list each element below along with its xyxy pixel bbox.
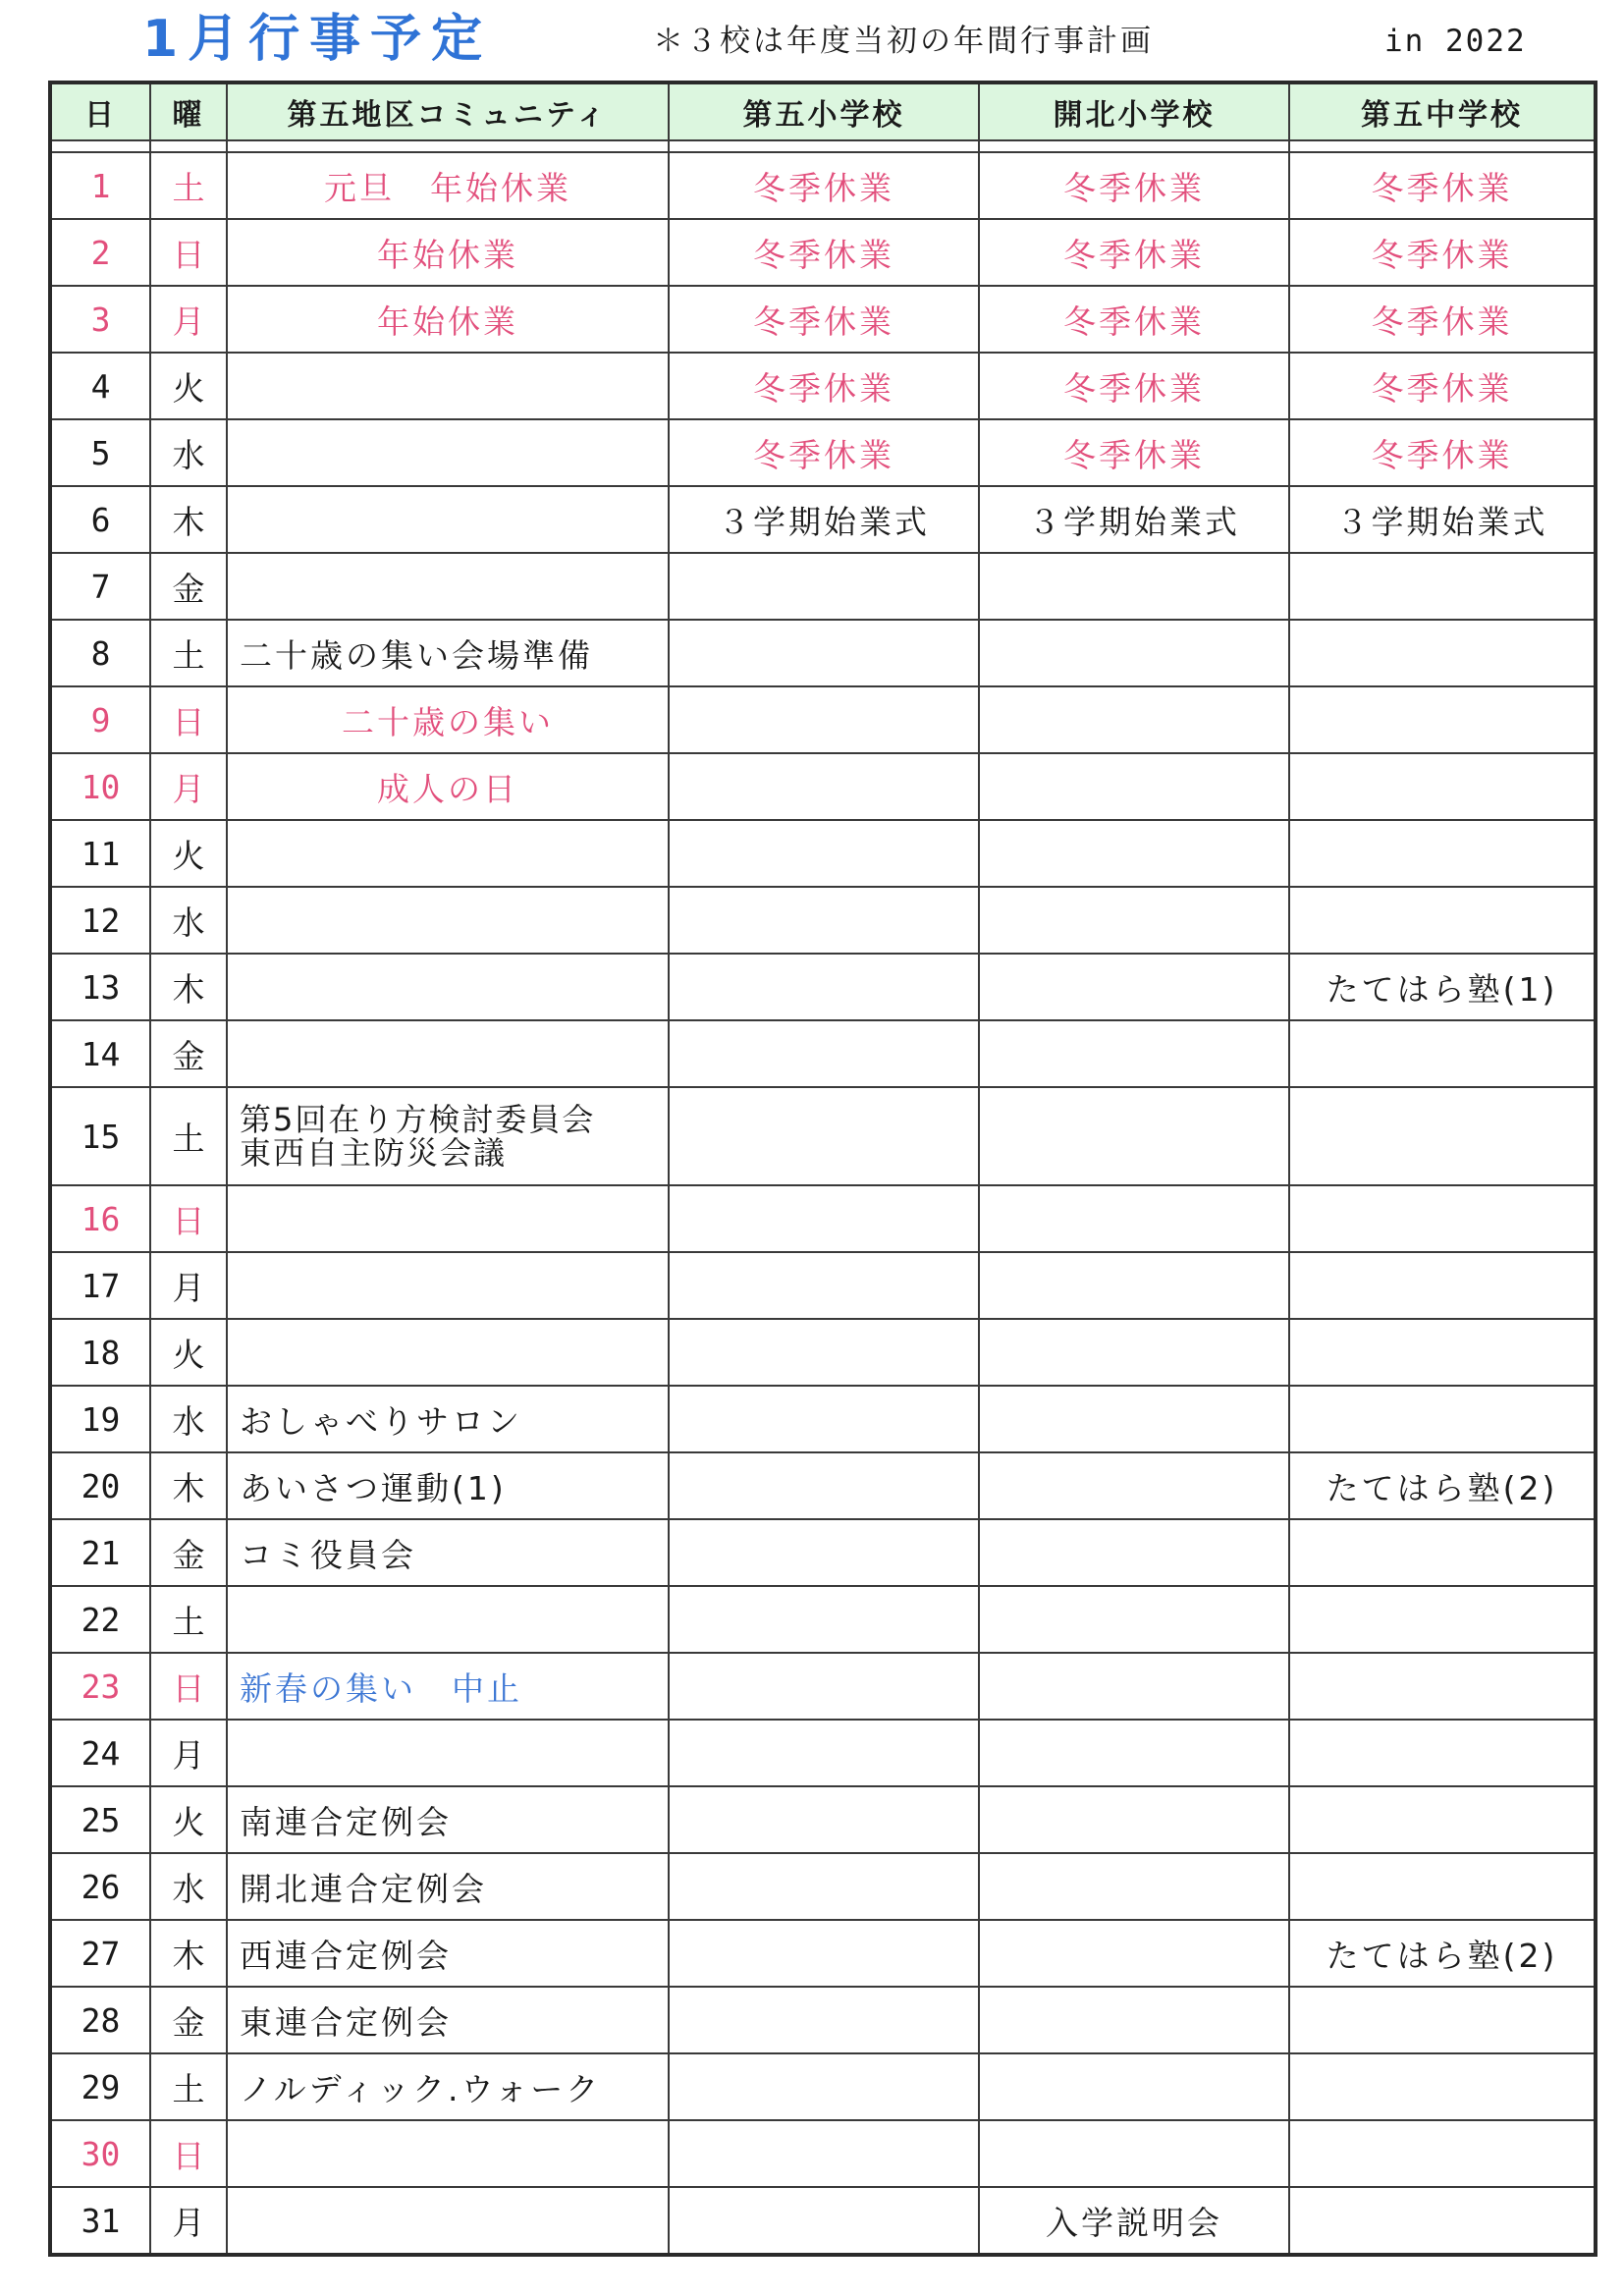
daigo-junior-high-event-cell [1289, 1786, 1594, 1853]
community-event-cell [227, 1586, 669, 1653]
daigo-elementary-event-cell [669, 1386, 979, 1452]
daigo-junior-high-event-cell [1289, 820, 1594, 887]
weekday-cell: 日 [150, 219, 227, 286]
community-event-cell [227, 1853, 669, 1920]
weekday-cell: 木 [150, 486, 227, 553]
schedule-body [52, 152, 1594, 2253]
daigo-junior-high-event-cell [1289, 1519, 1594, 1586]
table-row [52, 620, 1594, 686]
day-cell: 21 [52, 1519, 150, 1586]
table-row [52, 1720, 1594, 1786]
community-event-cell [227, 1786, 669, 1853]
daigo-elementary-event-cell [669, 1987, 979, 2053]
kaihoku-elementary-event-cell [979, 1020, 1289, 1087]
daigo-elementary-event-cell [669, 1586, 979, 1653]
kaihoku-elementary-event-cell [979, 1252, 1289, 1319]
community-event-cell [227, 620, 669, 686]
daigo-junior-high-event-cell: 冬季休業 [1289, 353, 1594, 419]
weekday-cell: 土 [150, 1087, 227, 1185]
year-label: in 2022 [1384, 24, 1527, 59]
spacer-cell [150, 140, 227, 152]
table-row [52, 753, 1594, 820]
community-event-cell [227, 1319, 669, 1386]
day-cell: 4 [52, 353, 150, 419]
column-header-weekday: 曜 [150, 84, 227, 140]
daigo-elementary-event-cell [669, 1087, 979, 1185]
daigo-elementary-event-cell [669, 686, 979, 753]
table-row [52, 419, 1594, 486]
table-row [52, 820, 1594, 887]
weekday-cell: 木 [150, 954, 227, 1020]
daigo-elementary-event-cell [669, 954, 979, 1020]
kaihoku-elementary-event-cell [979, 553, 1289, 620]
weekday-cell: 日 [150, 2120, 227, 2187]
weekday-cell: 水 [150, 887, 227, 954]
daigo-elementary-event-cell [669, 1252, 979, 1319]
weekday-cell: 日 [150, 686, 227, 753]
daigo-junior-high-event-cell [1289, 887, 1594, 954]
kaihoku-elementary-event-cell [979, 1987, 1289, 2053]
community-event-text: あいさつ運動(1) [240, 1468, 507, 1507]
day-cell: 5 [52, 419, 150, 486]
community-event-cell [227, 152, 669, 219]
page-title: 1月行事予定 [142, 10, 493, 69]
column-header-community: 第五地区コミュニティ [227, 84, 669, 140]
kaihoku-elementary-event-cell [979, 887, 1289, 954]
community-event-cell [227, 686, 669, 753]
kaihoku-elementary-event-cell [979, 1386, 1289, 1452]
daigo-junior-high-event-cell [1289, 2120, 1594, 2187]
spacer-cell [52, 140, 150, 152]
weekday-cell: 月 [150, 286, 227, 353]
kaihoku-elementary-event-cell [979, 1920, 1289, 1987]
weekday-cell: 日 [150, 1653, 227, 1720]
daigo-junior-high-event-cell [1289, 620, 1594, 686]
table-row [52, 1087, 1594, 1185]
weekday-cell: 火 [150, 1786, 227, 1853]
weekday-cell: 金 [150, 1519, 227, 1586]
daigo-junior-high-event-cell: たてはら塾(2) [1289, 1452, 1594, 1519]
daigo-junior-high-event-cell [1289, 1087, 1594, 1185]
community-event-cell [227, 486, 669, 553]
community-event-cell [227, 1252, 669, 1319]
community-event-text: 年始休業 [377, 235, 518, 274]
table-row [52, 286, 1594, 353]
day-cell: 23 [52, 1653, 150, 1720]
kaihoku-elementary-event-cell [979, 1185, 1289, 1252]
community-event-text: 成人の日 [377, 769, 518, 808]
community-event-cell [227, 2187, 669, 2253]
weekday-cell: 月 [150, 2187, 227, 2253]
daigo-junior-high-event-cell [1289, 1853, 1594, 1920]
kaihoku-elementary-event-cell [979, 1519, 1289, 1586]
community-event-cell [227, 820, 669, 887]
kaihoku-elementary-event-cell [979, 686, 1289, 753]
weekday-cell: 水 [150, 1853, 227, 1920]
day-cell: 11 [52, 820, 150, 887]
daigo-elementary-event-cell: ３学期始業式 [669, 486, 979, 553]
column-header-day: 日 [52, 84, 150, 140]
kaihoku-elementary-event-cell [979, 1586, 1289, 1653]
community-event-cell [227, 1185, 669, 1252]
weekday-cell: 金 [150, 1020, 227, 1087]
community-event-cell [227, 1087, 669, 1185]
table-row [52, 887, 1594, 954]
community-event-text: 東連合定例会 [240, 2002, 452, 2042]
community-event-text: 第5回在り方検討委員会 [240, 1101, 596, 1138]
daigo-elementary-event-cell [669, 753, 979, 820]
daigo-junior-high-event-cell [1289, 1653, 1594, 1720]
day-cell: 22 [52, 1586, 150, 1653]
daigo-elementary-event-cell [669, 553, 979, 620]
day-cell: 14 [52, 1020, 150, 1087]
day-cell: 28 [52, 1987, 150, 2053]
table-row [52, 1586, 1594, 1653]
day-cell: 30 [52, 2120, 150, 2187]
day-cell: 27 [52, 1920, 150, 1987]
kaihoku-elementary-event-cell: 冬季休業 [979, 219, 1289, 286]
community-event-text: 南連合定例会 [240, 1802, 452, 1841]
community-event-cell [227, 1386, 669, 1452]
table-row [52, 2053, 1594, 2120]
day-cell: 13 [52, 954, 150, 1020]
day-cell: 2 [52, 219, 150, 286]
table-row [52, 152, 1594, 219]
community-event-text: コミ役員会 [240, 1535, 416, 1574]
weekday-cell: 土 [150, 2053, 227, 2120]
weekday-cell: 金 [150, 1987, 227, 2053]
daigo-junior-high-event-cell [1289, 1020, 1594, 1087]
table-row [52, 1386, 1594, 1452]
community-event-cell [227, 887, 669, 954]
column-header-daigo-junior-high: 第五中学校 [1289, 84, 1594, 140]
daigo-elementary-event-cell [669, 1185, 979, 1252]
daigo-junior-high-event-cell [1289, 1252, 1594, 1319]
daigo-junior-high-event-cell [1289, 1987, 1594, 2053]
weekday-cell: 月 [150, 1252, 227, 1319]
weekday-cell: 火 [150, 353, 227, 419]
daigo-junior-high-event-cell: 冬季休業 [1289, 152, 1594, 219]
community-event-text: 新春の集い 中止 [240, 1668, 522, 1708]
table-row [52, 1252, 1594, 1319]
daigo-junior-high-event-cell: たてはら塾(1) [1289, 954, 1594, 1020]
weekday-cell: 金 [150, 553, 227, 620]
day-cell: 29 [52, 2053, 150, 2120]
daigo-junior-high-event-cell [1289, 2053, 1594, 2120]
kaihoku-elementary-event-cell [979, 620, 1289, 686]
header-spacer-row [52, 140, 1594, 152]
weekday-cell: 土 [150, 620, 227, 686]
table-row [52, 1786, 1594, 1853]
daigo-junior-high-event-cell [1289, 553, 1594, 620]
community-event-text: おしゃべりサロン [240, 1401, 522, 1441]
day-cell: 6 [52, 486, 150, 553]
community-event-cell [227, 2053, 669, 2120]
day-cell: 24 [52, 1720, 150, 1786]
weekday-cell: 月 [150, 1720, 227, 1786]
kaihoku-elementary-event-cell: ３学期始業式 [979, 486, 1289, 553]
community-event-cell [227, 1452, 669, 1519]
kaihoku-elementary-event-cell [979, 1853, 1289, 1920]
community-event-text: 西連合定例会 [240, 1936, 452, 1975]
spacer-cell [979, 140, 1289, 152]
community-event-cell [227, 553, 669, 620]
kaihoku-elementary-event-cell [979, 1319, 1289, 1386]
day-cell: 19 [52, 1386, 150, 1452]
community-event-text: 二十歳の集い会場準備 [240, 635, 593, 675]
day-cell: 18 [52, 1319, 150, 1386]
community-event-cell [227, 753, 669, 820]
table-header-row [52, 84, 1594, 140]
kaihoku-elementary-event-cell [979, 820, 1289, 887]
kaihoku-elementary-event-cell [979, 1720, 1289, 1786]
daigo-junior-high-event-cell: 冬季休業 [1289, 419, 1594, 486]
daigo-elementary-event-cell: 冬季休業 [669, 419, 979, 486]
daigo-junior-high-event-cell [1289, 1185, 1594, 1252]
day-cell: 3 [52, 286, 150, 353]
kaihoku-elementary-event-cell [979, 2053, 1289, 2120]
page-header [0, 0, 1624, 81]
daigo-elementary-event-cell [669, 1786, 979, 1853]
daigo-junior-high-event-cell [1289, 1386, 1594, 1452]
kaihoku-elementary-event-cell [979, 1087, 1289, 1185]
table-row [52, 353, 1594, 419]
day-cell: 10 [52, 753, 150, 820]
daigo-elementary-event-cell [669, 1452, 979, 1519]
schedule-sheet [48, 81, 1597, 2257]
day-cell: 1 [52, 152, 150, 219]
daigo-junior-high-event-cell: ３学期始業式 [1289, 486, 1594, 553]
community-event-cell [227, 1519, 669, 1586]
weekday-cell: 木 [150, 1452, 227, 1519]
community-event-cell [227, 1653, 669, 1720]
kaihoku-elementary-event-cell: 冬季休業 [979, 286, 1289, 353]
daigo-elementary-event-cell [669, 1519, 979, 1586]
day-cell: 25 [52, 1786, 150, 1853]
weekday-cell: 土 [150, 152, 227, 219]
community-event-text: ノルディック.ウォーク [240, 2069, 602, 2108]
day-cell: 26 [52, 1853, 150, 1920]
day-cell: 17 [52, 1252, 150, 1319]
community-event-text: 東西自主防災会議 [240, 1134, 508, 1172]
daigo-junior-high-event-cell [1289, 1586, 1594, 1653]
daigo-junior-high-event-cell [1289, 2187, 1594, 2253]
day-cell: 20 [52, 1452, 150, 1519]
daigo-elementary-event-cell [669, 620, 979, 686]
daigo-elementary-event-cell [669, 2120, 979, 2187]
daigo-junior-high-event-cell: 冬季休業 [1289, 219, 1594, 286]
weekday-cell: 火 [150, 820, 227, 887]
daigo-elementary-event-cell [669, 1853, 979, 1920]
daigo-junior-high-event-cell [1289, 753, 1594, 820]
day-cell: 15 [52, 1087, 150, 1185]
weekday-cell: 木 [150, 1920, 227, 1987]
table-row [52, 2187, 1594, 2253]
kaihoku-elementary-event-cell [979, 1452, 1289, 1519]
weekday-cell: 水 [150, 419, 227, 486]
day-cell: 16 [52, 1185, 150, 1252]
daigo-elementary-event-cell [669, 1720, 979, 1786]
column-header-kaihoku-elementary: 開北小学校 [979, 84, 1289, 140]
table-row [52, 1519, 1594, 1586]
community-event-cell [227, 286, 669, 353]
community-event-cell [227, 219, 669, 286]
daigo-junior-high-event-cell [1289, 1319, 1594, 1386]
table-row [52, 1185, 1594, 1252]
table-row [52, 1020, 1594, 1087]
daigo-elementary-event-cell [669, 820, 979, 887]
weekday-cell: 土 [150, 1586, 227, 1653]
community-event-cell [227, 1020, 669, 1087]
table-row [52, 1920, 1594, 1987]
table-row [52, 2120, 1594, 2187]
community-event-text: 二十歳の集い [342, 702, 554, 741]
daigo-elementary-event-cell [669, 1020, 979, 1087]
community-event-cell [227, 419, 669, 486]
table-row [52, 1653, 1594, 1720]
table-row [52, 1452, 1594, 1519]
daigo-elementary-event-cell [669, 1319, 979, 1386]
table-row [52, 1987, 1594, 2053]
kaihoku-elementary-event-cell [979, 1786, 1289, 1853]
kaihoku-elementary-event-cell: 冬季休業 [979, 353, 1289, 419]
day-cell: 31 [52, 2187, 150, 2253]
day-cell: 12 [52, 887, 150, 954]
daigo-elementary-event-cell: 冬季休業 [669, 219, 979, 286]
daigo-junior-high-event-cell: 冬季休業 [1289, 286, 1594, 353]
column-header-daigo-elementary: 第五小学校 [669, 84, 979, 140]
community-event-text: 開北連合定例会 [240, 1869, 487, 1908]
day-cell: 7 [52, 553, 150, 620]
spacer-cell [669, 140, 979, 152]
table-row [52, 686, 1594, 753]
weekday-cell: 日 [150, 1185, 227, 1252]
schedule-note: ＊３校は年度当初の年間行事計画 [653, 24, 1154, 59]
table-row [52, 1853, 1594, 1920]
table-row [52, 219, 1594, 286]
community-event-cell [227, 1920, 669, 1987]
community-event-cell [227, 1987, 669, 2053]
community-event-cell [227, 954, 669, 1020]
spacer-cell [1289, 140, 1594, 152]
weekday-cell: 火 [150, 1319, 227, 1386]
kaihoku-elementary-event-cell [979, 753, 1289, 820]
community-event-text: 元旦 年始休業 [324, 168, 571, 207]
daigo-elementary-event-cell: 冬季休業 [669, 152, 979, 219]
table-row [52, 1319, 1594, 1386]
kaihoku-elementary-event-cell: 入学説明会 [979, 2187, 1289, 2253]
day-cell: 8 [52, 620, 150, 686]
weekday-cell: 水 [150, 1386, 227, 1452]
community-event-cell [227, 2120, 669, 2187]
table-row [52, 954, 1594, 1020]
table-row [52, 553, 1594, 620]
spacer-cell [227, 140, 669, 152]
daigo-elementary-event-cell [669, 1653, 979, 1720]
daigo-junior-high-event-cell: たてはら塾(2) [1289, 1920, 1594, 1987]
daigo-junior-high-event-cell [1289, 686, 1594, 753]
community-event-cell [227, 1720, 669, 1786]
day-cell: 9 [52, 686, 150, 753]
daigo-elementary-event-cell [669, 1920, 979, 1987]
kaihoku-elementary-event-cell [979, 1653, 1289, 1720]
daigo-elementary-event-cell: 冬季休業 [669, 353, 979, 419]
community-event-cell [227, 353, 669, 419]
schedule-table [52, 84, 1594, 2253]
kaihoku-elementary-event-cell: 冬季休業 [979, 152, 1289, 219]
weekday-cell: 月 [150, 753, 227, 820]
daigo-elementary-event-cell [669, 2053, 979, 2120]
kaihoku-elementary-event-cell: 冬季休業 [979, 419, 1289, 486]
community-event-text: 年始休業 [377, 301, 518, 341]
kaihoku-elementary-event-cell [979, 954, 1289, 1020]
daigo-elementary-event-cell: 冬季休業 [669, 286, 979, 353]
daigo-elementary-event-cell [669, 2187, 979, 2253]
daigo-junior-high-event-cell [1289, 1720, 1594, 1786]
daigo-elementary-event-cell [669, 887, 979, 954]
kaihoku-elementary-event-cell [979, 2120, 1289, 2187]
table-row [52, 486, 1594, 553]
